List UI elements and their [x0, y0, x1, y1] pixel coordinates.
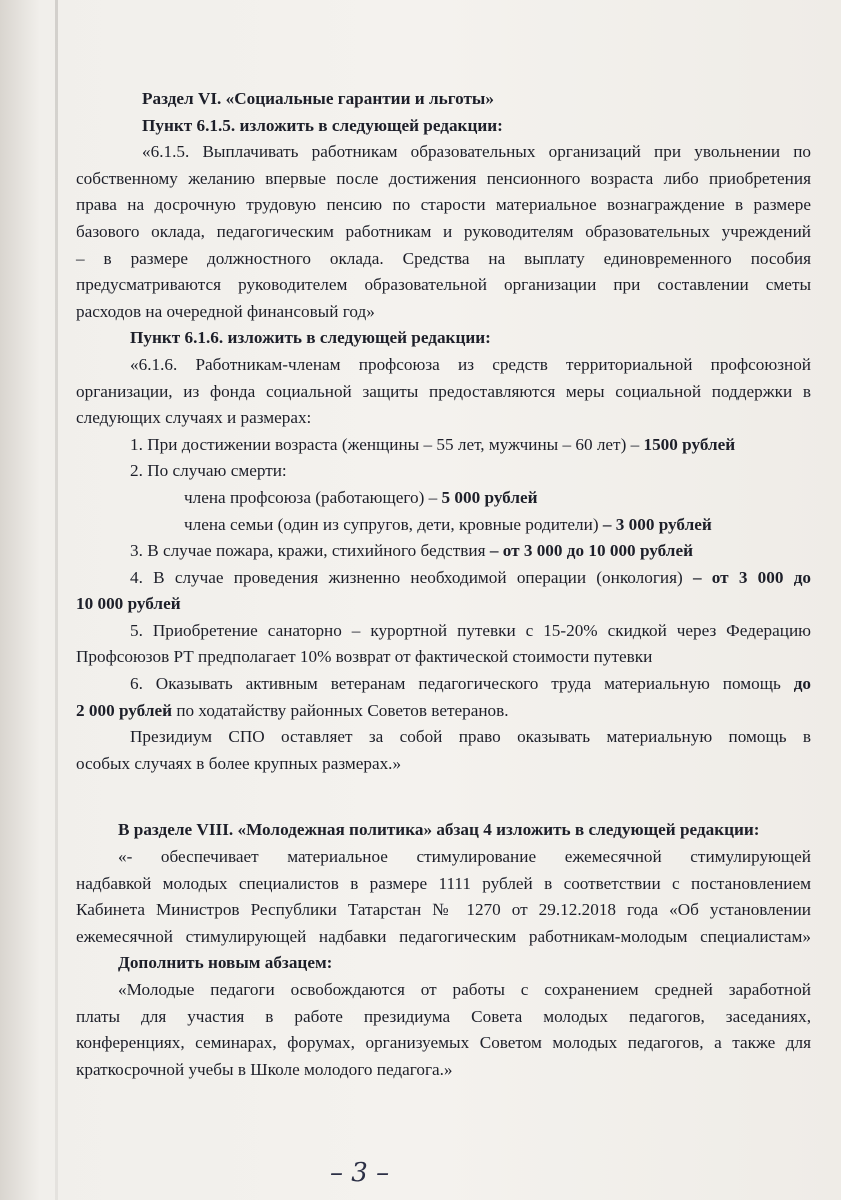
item4-text: 4. В случае проведения жизненно необходимой операции (онкология)	[130, 567, 693, 587]
item2b-amount: – 3 000 рублей	[602, 514, 712, 534]
item3-amount: – от 3 000 до 10 000 рублей	[489, 541, 693, 561]
add-paragraph-line-3: конференциях, семинарах, форумах, организуемых Советом молодых педагогов, а также для	[76, 1033, 811, 1053]
add-paragraph-line-2: платы для участия в работе президиума Совета молодых педагогов, заседаниях,	[76, 1006, 811, 1026]
p616-line-1: «6.1.6. Работникам-членам профсоюза из средств территориальной профсоюзной	[130, 354, 811, 374]
section8-line-2: надбавкой молодых специалистов в размере 1111 рублей в соответствии с постановлением	[76, 873, 811, 893]
presidium-line-1: Президиум СПО оставляет за собой право оказывать материальную помощь в	[130, 727, 811, 747]
benefit-item-5-line-1: 5. Приобретение санаторно – курортной путевки с 15-20% скидкой через Федерацию	[130, 620, 811, 640]
p615-heading: Пункт 6.1.5. изложить в следующей редакции:	[142, 115, 503, 135]
p616-line-3: следующих случаях и размерах:	[76, 408, 312, 428]
section8-line-3: Кабинета Министров Республики Татарстан № 1270 от 29.12.2018 года «Об установлении	[76, 900, 811, 920]
benefit-item-1	[76, 432, 811, 459]
p615-line-4: базового оклада, педагогическим работникам и руководителям образовательных учреждений	[76, 221, 811, 241]
item2a-amount: 5 000 рублей	[441, 487, 538, 507]
item1-amount: 1500 рублей	[643, 434, 736, 454]
item6-tail: по ходатайству районных Советов ветеранов.	[172, 700, 509, 720]
paper-fold-shadow	[55, 0, 58, 1200]
item6-amount-cont: 2 000 рублей	[76, 700, 173, 720]
section-gap	[76, 777, 811, 817]
benefit-item-3	[76, 538, 811, 565]
item3-text: 3. В случае пожара, кражи, стихийного бедствия	[130, 541, 490, 561]
section8-heading: В разделе VIII. «Молодежная политика» абзац 4 изложить в следующей редакции:	[118, 820, 760, 840]
benefit-item-5-line-2: Профсоюзов РТ предполагает 10% возврат от фактической стоимости путевки	[76, 647, 653, 667]
item4-amount: – от 3 000 до	[692, 567, 811, 587]
item6-text: 6. Оказывать активным ветеранам педагогического труда материальную помощь	[130, 674, 794, 694]
item2a-text: члена профсоюза (работающего) –	[184, 487, 442, 507]
benefit-item-6	[76, 671, 811, 698]
p616-heading: Пункт 6.1.6. изложить в следующей редакции:	[130, 328, 491, 348]
item2b-text: члена семьи (один из супругов, дети, кровные родители)	[184, 514, 603, 534]
add-paragraph-line-4: краткосрочной учебы в Школе молодого педагога.»	[76, 1059, 453, 1079]
p616-line-2: организации, из фонда социальной защиты предоставляются меры социальной поддержки в	[76, 381, 811, 401]
benefit-item-4	[76, 565, 811, 592]
page-number: – 3 –	[330, 1158, 390, 1188]
section8-line-4: ежемесячной стимулирующей надбавки педагогическим работникам-молодым специалистам»	[76, 926, 811, 946]
add-paragraph-line-1: «Молодые педагоги освобождаются от работы с сохранением средней заработной	[118, 980, 811, 999]
add-paragraph-heading: Дополнить новым абзацем:	[118, 953, 333, 973]
p615-line-2: собственному желанию впервые после достижения пенсионного возраста либо приобретения	[76, 168, 811, 188]
p615-line-5: – в размере должностного оклада. Средства на выплату единовременного пособия	[76, 248, 811, 268]
p615-line-7: расходов на очередной финансовый год»	[76, 301, 375, 321]
p615-line-1: «6.1.5. Выплачивать работникам образовательных организаций при увольнении по	[142, 142, 811, 162]
benefit-item-6-cont	[76, 698, 811, 725]
p615-line-3: права на досрочную трудовую пенсию по старости материальное вознаграждение в размере	[76, 195, 811, 215]
presidium-line-2: особых случаях в более крупных размерах.»	[76, 753, 402, 773]
document-body	[76, 86, 811, 1083]
item6-amount: до	[793, 674, 811, 694]
section6-heading: Раздел VI. «Социальные гарантии и льготы»	[142, 89, 494, 108]
p615-line-6: предусматриваются руководителем образовательной организации при составлении сметы	[76, 275, 811, 295]
item1-text: 1. При достижении возраста (женщины – 55 лет, мужчины – 60 лет) –	[130, 434, 644, 454]
benefit-item-2b	[76, 512, 811, 539]
benefit-item-4-amount-cont: 10 000 рублей	[76, 594, 181, 614]
benefit-item-2: 2. По случаю смерти:	[130, 461, 287, 481]
section8-line-1: «- обеспечивает материальное стимулирование ежемесячной стимулирующей	[118, 847, 811, 867]
benefit-item-2a	[76, 485, 811, 512]
